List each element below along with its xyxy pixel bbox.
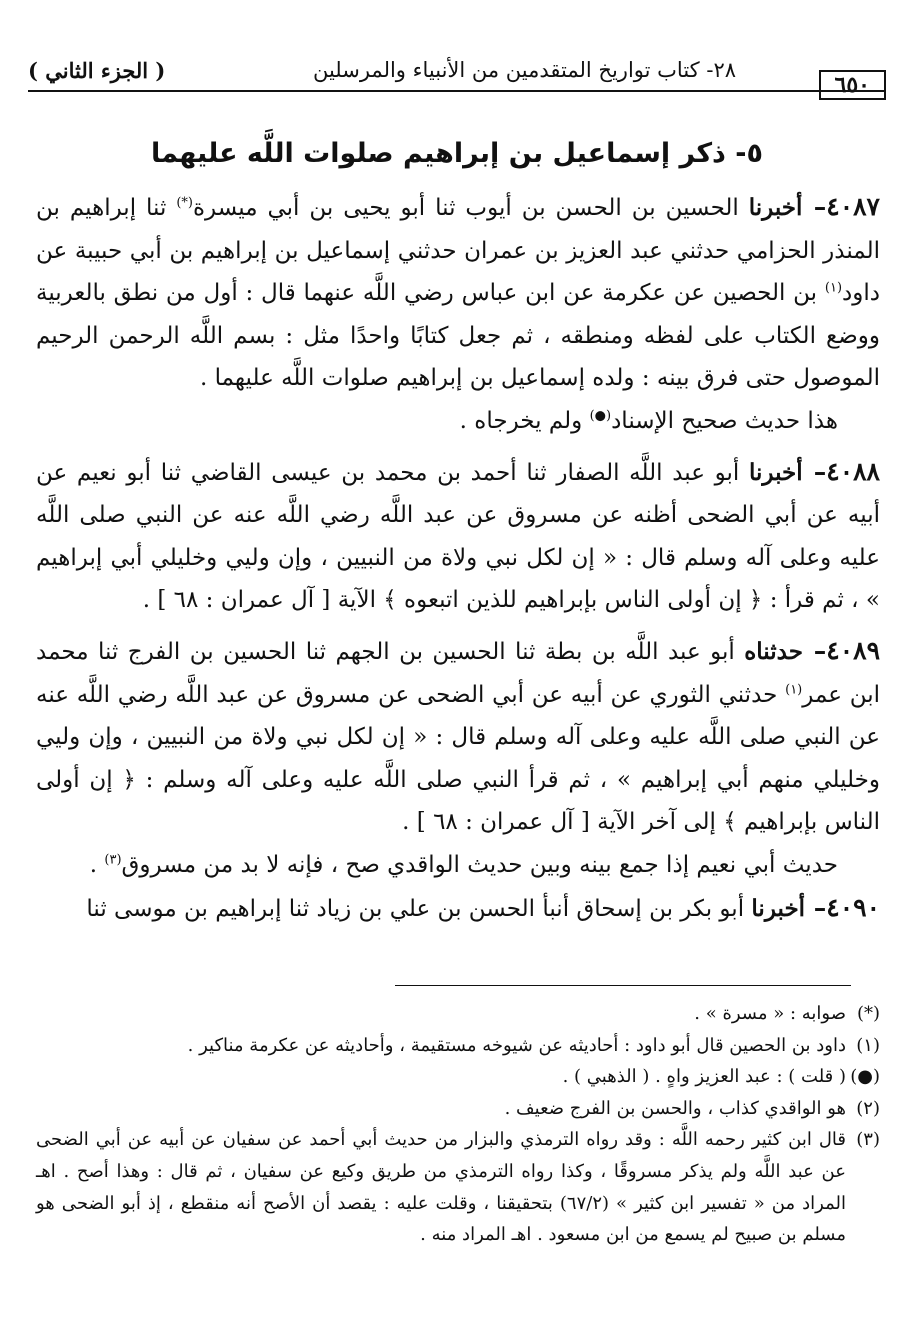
- hadith-lead-word: أخبرنا: [751, 894, 806, 922]
- hadith-4088: [36, 451, 880, 622]
- footnote-mark: (٣): [856, 1129, 880, 1151]
- grade-text: هذا حديث صحيح الإسناد: [611, 407, 838, 434]
- hadith-lead-word: أخبرنا: [749, 458, 803, 486]
- header-rule: [28, 90, 886, 92]
- hadith-text: الحسين بن الحسن بن أيوب ثنا أبو يحيى بن أبي ميسرة: [193, 195, 749, 221]
- chapter-title: ٥- ذكر إسماعيل بن إبراهيم صلوات اللَّه عليهما: [150, 138, 763, 169]
- comment-text: حديث أبي نعيم إذا جمع بينه وبين حديث الواقدي صح ، فإنه لا بد من مسروق: [121, 851, 838, 878]
- volume-label: ( الجزء الثاني ): [28, 58, 166, 83]
- main-text: [36, 186, 880, 930]
- footnote-ref: (*): [176, 195, 193, 211]
- footnote-mark: (*): [856, 1003, 880, 1024]
- footnote-mark: (●): [850, 1066, 880, 1088]
- hadith-4087: [36, 186, 880, 400]
- hadith-dash: –: [802, 192, 827, 221]
- running-title: ٢٨- كتاب تواريخ المتقدمين من الأنبياء والمرسلين: [312, 58, 736, 82]
- page-number: ٦٥٠: [819, 70, 886, 100]
- hadith-dash: –: [805, 892, 827, 922]
- hadith-4089: [36, 630, 880, 844]
- footnote: [36, 1124, 880, 1250]
- hadith-lead-word: أخبرنا: [748, 194, 803, 221]
- footnote-text: هو الواقدي كذاب ، والحسن بن الفرج ضعيف .: [504, 1097, 846, 1119]
- footnote: [36, 1030, 880, 1062]
- footnote: [36, 998, 880, 1030]
- footnote-ref: (●): [589, 408, 612, 424]
- footnote-text: داود بن الحصين قال أبو داود : أحاديثه عن شيوخه مستقيمة ، وأحاديثه عن عكرمة مناكير .: [187, 1034, 846, 1056]
- hadith-text: ثنا إبراهيم بن المنذر الحزامي حدثني عبد العزيز بن عمران حدثني إسماعيل بن إبراهيم بن أبي حبيبة عن داود: [36, 195, 880, 307]
- footnotes: [36, 998, 880, 1251]
- hadith-number: ٤٠٨٩: [826, 635, 880, 665]
- footnote-ref: (١): [824, 280, 843, 296]
- footnote: [36, 1061, 880, 1093]
- hadith-number: ٤٠٩٠: [826, 892, 880, 922]
- hadith-text: أبو عبد اللَّه بن بطة ثنا الحسين بن الجهم ثنا الحسين بن الفرج ثنا محمد ابن عمر: [36, 638, 880, 708]
- footnote-text: صوابه : « مسرة » .: [694, 1003, 846, 1024]
- hadith-text: حدثني الثوري عن أبيه عن أبي الضحى عن مسروق عن عبد اللَّه رضي اللَّه عنه عن النبي صلى اللَّه عليه وعلى آله وسلم قال : « إن لكل نبي ولاة من النبيين ، وإن وليي وخليلي منهم أبي إبراهيم » ، ثم قرأ النبي صلى اللَّه عليه وعلى آله وسلم : ﴿ إن أولى الناس بإبراهيم ﴾ إلى آخر الآية [ آل عمران : ٦٨ ] .: [36, 681, 880, 836]
- footnote-mark: (١): [856, 1034, 880, 1056]
- hadith-4090: [36, 887, 880, 931]
- hadith-text: أبو عبد اللَّه الصفار ثنا أحمد بن محمد بن عيسى القاضي ثنا أبو نعيم عن أبيه عن أبي الضحى أظنه عن مسروق عن عبد اللَّه رضي اللَّه عنه عن النبي صلى اللَّه عليه وعلى آله وسلم قال : « إن لكل نبي ولاة من النبيين ، وإن وليي وخليلي أبي إبراهيم » ، ثم قرأ : ﴿ إن أولى الناس بإبراهيم للذين اتبعوه ﴾ الآية [ آل عمران : ٦٨ ] .: [36, 459, 880, 614]
- footnote-rule: [395, 985, 851, 986]
- footnote-ref: (١): [785, 681, 803, 697]
- hadith-number: ٤٠٨٧: [826, 192, 880, 221]
- grade-text: ولم يخرجاه .: [459, 407, 590, 434]
- hadith-lead-word: حدثناه: [744, 637, 803, 665]
- hadith-grade: [36, 400, 880, 443]
- footnote: [36, 1093, 880, 1125]
- footnote-ref: (٣): [104, 852, 122, 868]
- footnote-text: قال ابن كثير رحمه اللَّه : وقد رواه الترمذي والبزار من حديث أبي أحمد عن سفيان عن أبيه عن أبي الضحى عن عبد اللَّه ولم يذكر مسروقًا ، وكذا رواه الترمذي من طريق وكيع عن سفيان ، ثم قال : وهذا أصح . اهـ المراد من « تفسير ابن كثير » (٦٧/٢) بتحقيقنا ، وقلت عليه : يقصد أن الأصح أنه منقطع ، إذ أبو الضحى هو مسلم بن صبيح لم يسمع من ابن مسعود . اهـ المراد منه .: [36, 1129, 846, 1246]
- hadith-dash: –: [802, 635, 827, 665]
- footnote-mark: (٢): [856, 1097, 880, 1119]
- hadith-comment: [36, 844, 880, 887]
- hadith-number: ٤٠٨٨: [826, 456, 880, 486]
- running-header: [28, 58, 886, 98]
- hadith-text: بن الحصين عن عكرمة عن ابن عباس رضي اللَّه عنهما قال : أول من نطق بالعربية ووضع الكتاب على لفظه ومنطقه ، ثم جعل كتابًا واحدًا مثل : بسم اللَّه الرحمن الرحيم الموصول حتى فرق بينه : ولده إسماعيل بن إبراهيم صلوات اللَّه عليهما .: [36, 280, 880, 392]
- hadith-dash: –: [802, 456, 827, 486]
- hadith-text: أبو بكر بن إسحاق أنبأ الحسن بن علي بن زياد ثنا إبراهيم بن موسى ثنا: [86, 895, 752, 922]
- comment-text: .: [89, 851, 105, 878]
- footnote-text: ( قلت ) : عبد العزيز واهٍ . ( الذهبي ) .: [562, 1066, 846, 1088]
